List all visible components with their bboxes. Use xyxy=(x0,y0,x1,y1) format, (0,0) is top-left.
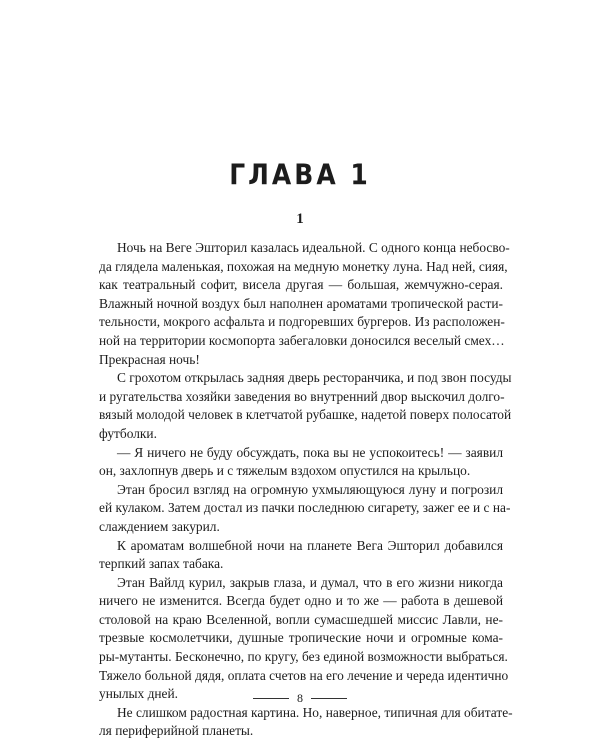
paragraph-line: он, захлопнув дверь и с тяжелым вздохом опустился на крыльцо. xyxy=(99,463,471,479)
paragraph-line: ля периферийной планеты. xyxy=(99,723,254,739)
paragraph-line: вязый молодой человек в клетчатой рубашке, надетой поверх полосатой xyxy=(99,407,512,423)
paragraph-line: футболки. xyxy=(99,425,157,441)
paragraph-line: да глядела маленькая, похожая на медную монетку луна. Над ней, сияя, xyxy=(99,258,508,274)
paragraph-line: Тяжело больной дядя, оплата счетов на его лечение и череда идентично xyxy=(99,667,509,683)
paragraph-line: терпкий запах табака. xyxy=(99,556,224,572)
paragraph-line: К ароматам волшебной ночи на планете Вега Эшторил добавился xyxy=(117,537,503,553)
paragraph-line: унылых дней. xyxy=(99,686,179,702)
paragraph-line: столовой на краю Вселенной, вопли сумасшедшей миссис Лавли, не- xyxy=(99,611,503,627)
paragraph-line: ной на территории космопорта забегаловки доносился веселый смех… xyxy=(99,332,505,348)
paragraph-line: С грохотом открылась задняя дверь ресторанчика, и под звон посуды xyxy=(117,370,512,386)
paragraph-line: тельности, мокрого асфальта и подгоревших бургеров. Из расположен- xyxy=(99,314,505,330)
section-number: 1 xyxy=(296,211,304,227)
footer-rule-left xyxy=(253,698,289,699)
paragraph-line: слаждением закурил. xyxy=(99,518,220,534)
paragraph-line: Влажный ночной воздух был наполнен ароматами тропической расти- xyxy=(99,295,503,311)
paragraph-line: ры-мутанты. Бесконечно, по кругу, без единой возможности выбраться. xyxy=(99,649,508,665)
paragraph-line: Не слишком радостная картина. Но, наверное, типичная для обитате- xyxy=(117,704,513,720)
paragraph-line: как театральный софит, висела другая — большая, жемчужно-серая. xyxy=(99,277,503,293)
paragraph-line: Этан Вайлд курил, закрыв глаза, и думал, что в его жизни никогда xyxy=(117,574,503,590)
paragraph-line: — Я ничего не буду обсуждать, пока вы не успокоитесь! — заявил xyxy=(117,444,503,460)
paragraph-line: ей кулаком. Затем достал из пачки последнюю сигарету, зажег ее и с на- xyxy=(99,500,511,516)
paragraph-line: и ругательства хозяйки заведения во внутренний двор выскочил долго- xyxy=(99,388,505,404)
paragraph-line: Ночь на Веге Эшторил казалась идеальной. С одного конца небосво- xyxy=(117,240,510,255)
paragraph-line: ничего не изменится. Всегда будет одно и то же — работа в дешевой xyxy=(99,593,503,609)
page-footer xyxy=(0,690,600,706)
chapter-title: ГЛАВА 1 xyxy=(229,157,371,192)
page-number: 8 xyxy=(297,690,303,705)
paragraph-line: Прекрасная ночь! xyxy=(99,351,200,367)
paragraph-line: трезвые космолетчики, душные тропические ночи и огромные кома- xyxy=(99,630,503,646)
paragraph-line: Этан бросил взгляд на огромную ухмыляющуюся луну и погрозил xyxy=(117,481,503,497)
footer-rule-right xyxy=(311,698,347,699)
body-text xyxy=(99,239,513,741)
